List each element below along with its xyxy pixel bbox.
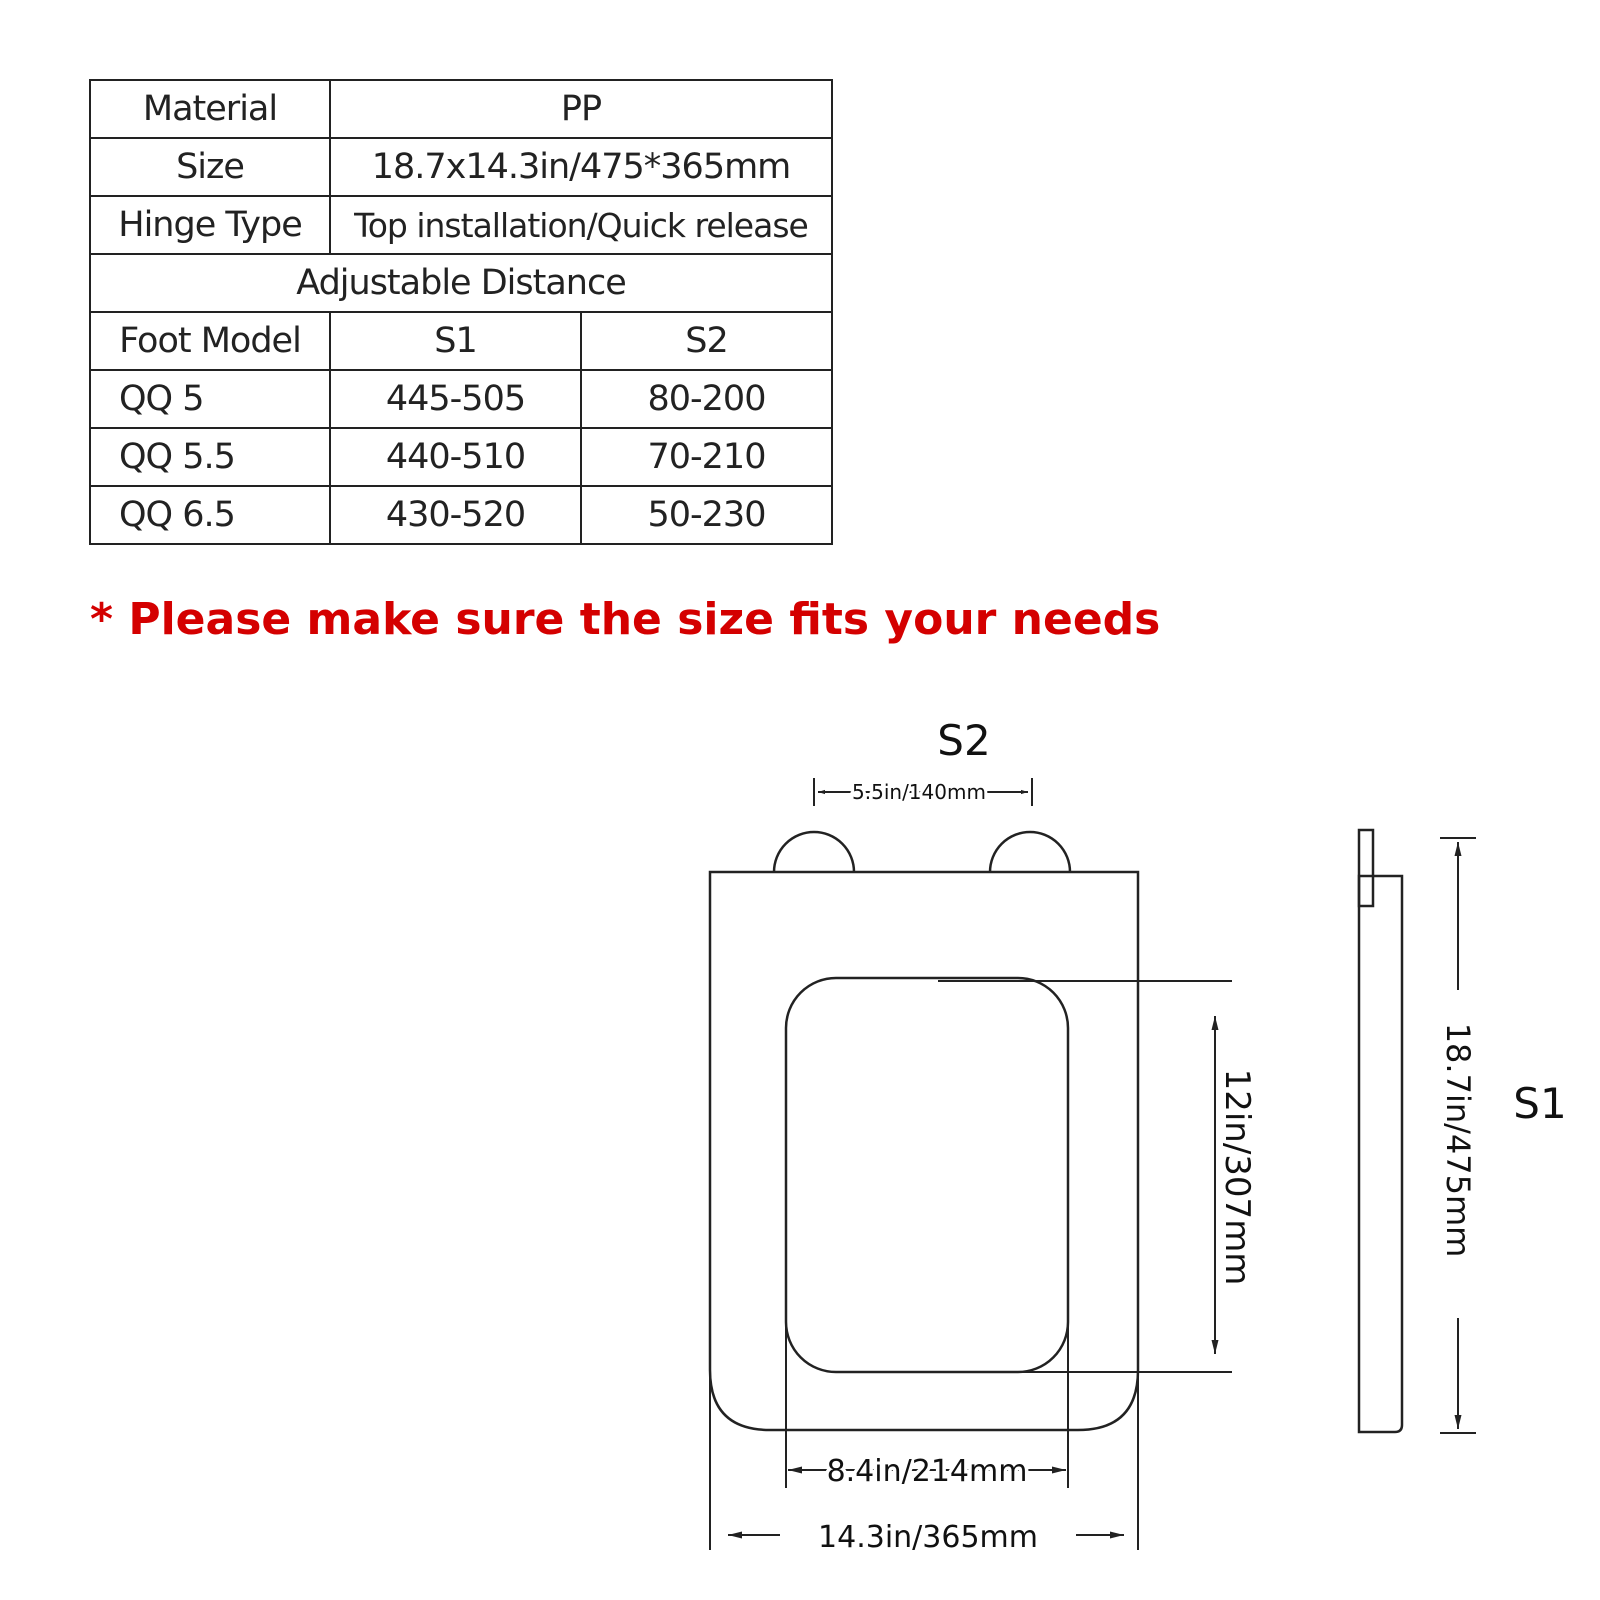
- side-view-seat: [1359, 876, 1402, 1432]
- s2-header: S2: [581, 312, 832, 370]
- hinge-type-value: Top installation/Quick release: [330, 196, 832, 254]
- hinge-spacing-label: 5.5in/140mm: [852, 780, 986, 804]
- material-label: Material: [90, 80, 330, 138]
- size-warning-note: * Please make sure the size fits your needs: [90, 594, 1161, 645]
- side-view-hinge: [1359, 830, 1373, 906]
- material-value: PP: [330, 80, 832, 138]
- hinge-right: [990, 832, 1070, 872]
- s2-cell: 70-210: [581, 428, 832, 486]
- seat-outline: [710, 872, 1138, 1430]
- adjustable-distance-header: Adjustable Distance: [90, 254, 832, 312]
- s2-label: S2: [937, 716, 991, 765]
- foot-model-cell: QQ 5.5: [90, 428, 330, 486]
- foot-model-cell: QQ 5: [90, 370, 330, 428]
- s2-cell: 50-230: [581, 486, 832, 544]
- seat-length-label: 18.7in/475mm: [1439, 1022, 1477, 1258]
- size-label: Size: [90, 138, 330, 196]
- opening-height-label: 12in/307mm: [1217, 1068, 1257, 1286]
- foot-model-cell: QQ 6.5: [90, 486, 330, 544]
- s2-cell: 80-200: [581, 370, 832, 428]
- foot-model-header: Foot Model: [90, 312, 330, 370]
- size-value: 18.7x14.3in/475*365mm: [330, 138, 832, 196]
- s1-cell: 440-510: [330, 428, 581, 486]
- hinge-left: [774, 832, 854, 872]
- opening-width-label: 8.4in/214mm: [826, 1454, 1028, 1489]
- seat-width-label: 14.3in/365mm: [818, 1520, 1038, 1555]
- s1-label: S1: [1513, 1079, 1567, 1128]
- hinge-type-label: Hinge Type: [90, 196, 330, 254]
- s1-header: S1: [330, 312, 581, 370]
- s1-cell: 430-520: [330, 486, 581, 544]
- seat-opening: [786, 978, 1068, 1372]
- s1-cell: 445-505: [330, 370, 581, 428]
